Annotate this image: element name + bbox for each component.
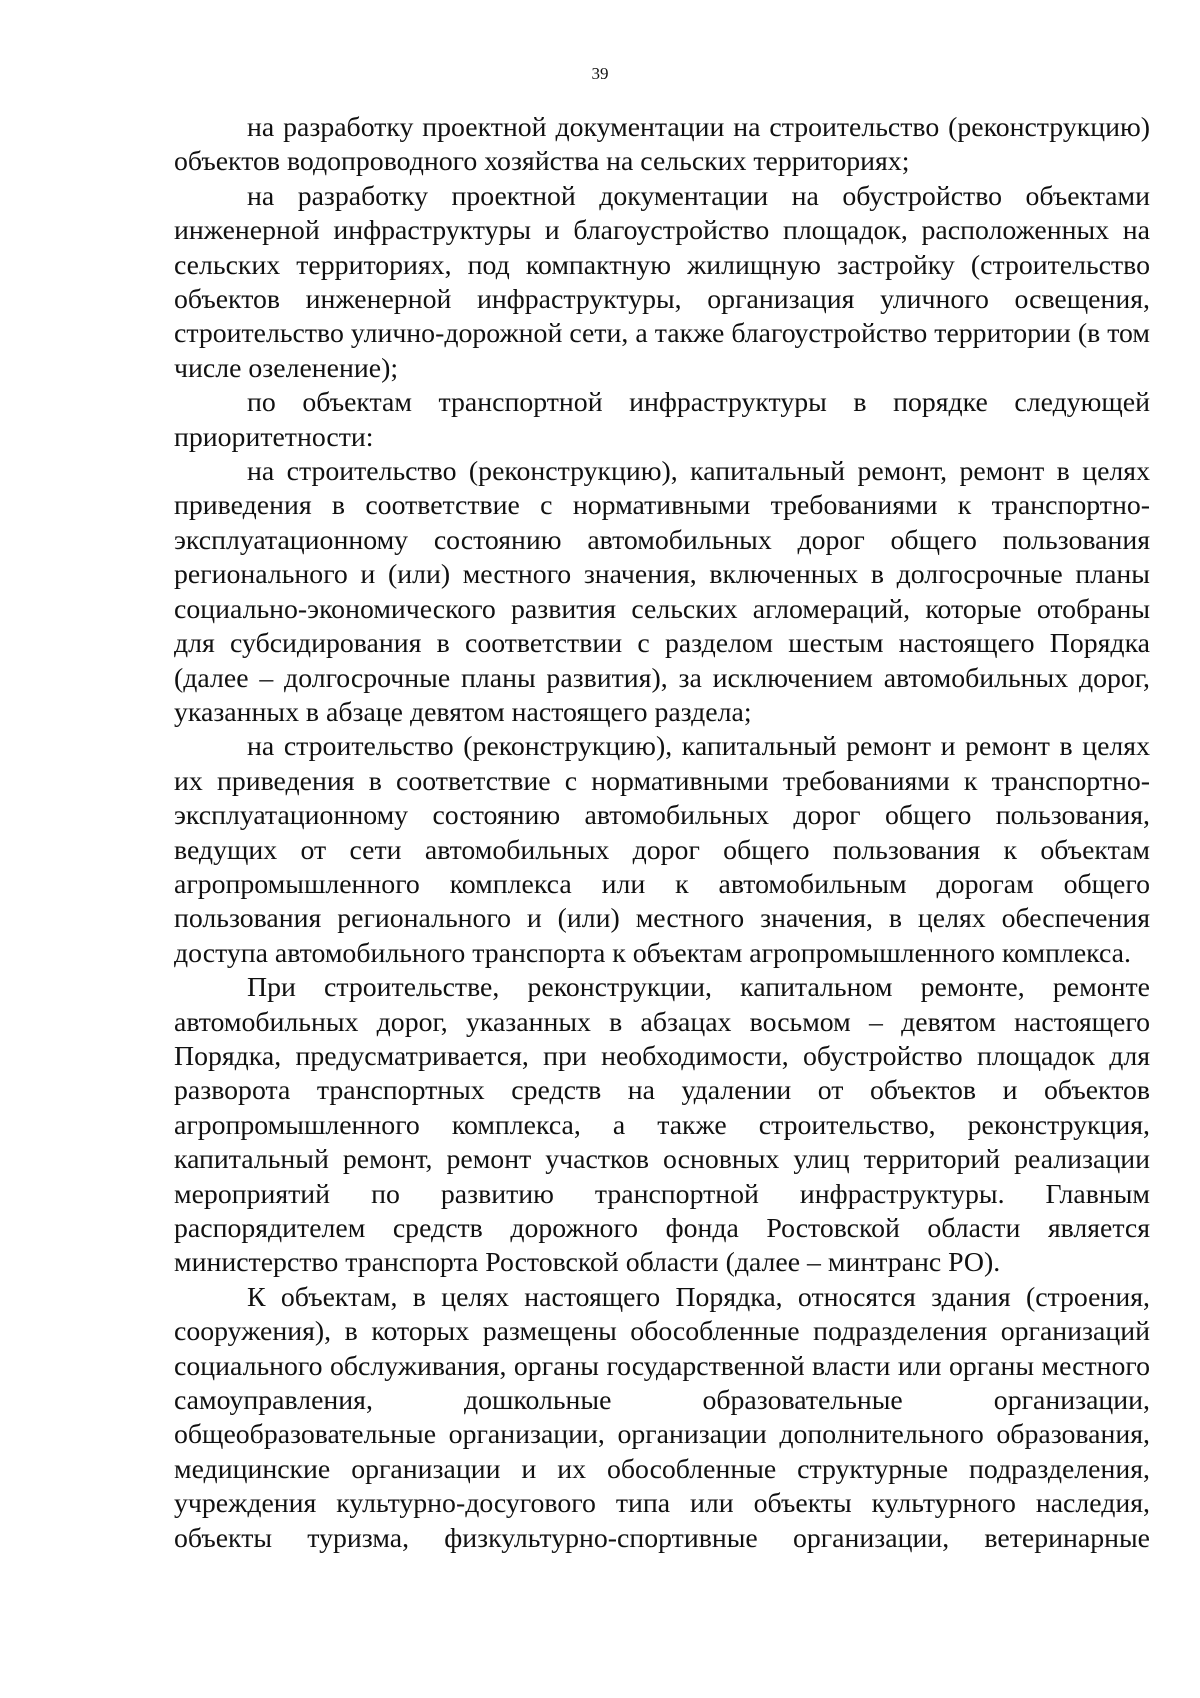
page-number: 39 [591,64,609,83]
paragraph-turnaround-areas: При строительстве, реконструкции, капитальном ремонте, ремонте автомобильных дорог, указанных в абзацах восьмом – девятом настоящего Порядка, предусматривается, при необходимости, обустройство площадок для разворота транспортных средств на удалении от объектов и объектов агропромышленного комплекса, а также строительство, реконструкция, капитальный ремонт, ремонт участков основных улиц территорий реализации мероприятий по развитию транспортной инфраструктуры. Главным распорядителем средств дорожного фонда Ростовской области является министерство транспорта Ростовской области (далее – минтранс РО). [174,972,1150,1279]
paragraph-transport-infrastructure-priority: по объектам транспортной инфраструктуры в порядке следующей приоритетности: [174,387,1150,453]
paragraph-regional-roads: на строительство (реконструкцию), капитальный ремонт, ремонт в целях приведения в соответствие с нормативными требованиями к транспортно-эксплуатационному состоянию автомобильных дорог общего пользования регионального и (или) местного значения, включенных в долгосрочные планы социально-экономического развития сельских агломераций, которые отобраны для субсидирования в соответствии с разделом шестым настоящего Порядка (далее – долгосрочные планы развития), за исключением автомобильных дорог, указанных в абзаце девятом настоящего раздела; [174,456,1150,728]
document-body [174,111,1150,1556]
paragraph-objects-definition: К объектам, в целях настоящего Порядка, относятся здания (строения, сооружения), в которых размещены обособленные подразделения организаций социального обслуживания, органы государственной власти или органы местного самоуправления, дошкольные образовательные организации, общеобразовательные организации, организации дополнительного образования, медицинские организации и их обособленные структурные подразделения, учреждения культурно-досугового типа или объекты культурного наследия, объекты туризма, физкультурно-спортивные организации, ветеринарные [174,1281,1150,1554]
paragraph-agro-complex-roads: на строительство (реконструкцию), капитальный ремонт и ремонт в целях их приведения в соответствие с нормативными требованиями к транспортно-эксплуатационному состоянию автомобильных дорог общего пользования, ведущих от сети автомобильных дорог общего пользования к объектам агропромышленного комплекса или к автомобильным дорогам общего пользования регионального и (или) местного значения, в целях обеспечения доступа автомобильного транспорта к объектам агропромышленного комплекса. [174,731,1150,969]
paragraph-water-supply-design: на разработку проектной документации на строительство (реконструкцию) объектов водопроводного хозяйства на сельских территориях; [174,112,1150,178]
paragraph-engineering-infrastructure-design: на разработку проектной документации на обустройство объектами инженерной инфраструктуры и благоустройство площадок, расположенных на сельских территориях, под компактную жилищную застройку (строительство объектов инженерной инфраструктуры, организация уличного освещения, строительство улично-дорожной сети, а также благоустройство территории (в том числе озеленение); [174,180,1150,384]
